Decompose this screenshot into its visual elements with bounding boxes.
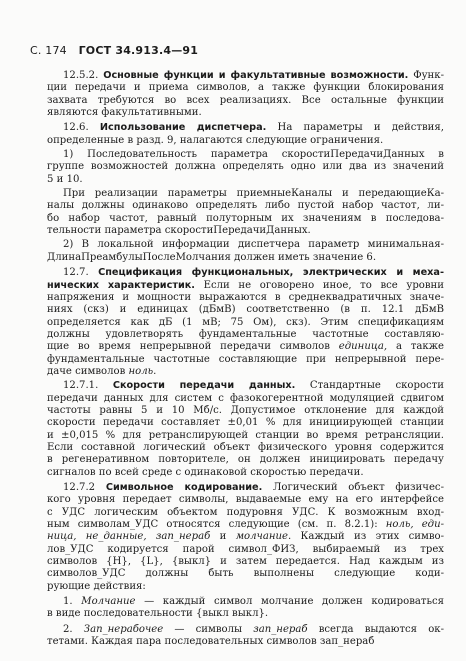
text-line: [47, 329, 444, 341]
text-line: [47, 82, 444, 94]
text-line: [47, 280, 444, 292]
paragraph: [47, 70, 444, 119]
text-run: Если не оговорено иное, то все уровни: [195, 279, 444, 291]
text-line: [47, 636, 444, 648]
text-line: [47, 213, 444, 225]
text-line: [47, 149, 444, 161]
paragraph: [47, 239, 444, 264]
text-line: [47, 507, 444, 519]
text-run: — каждый символ молчание должен кодироваться: [135, 596, 444, 608]
text-run: с УДС логическим объектом подуровня УДС. К возможным вход-: [47, 506, 444, 518]
text-line: [47, 608, 444, 620]
text-run: скорости передачи составляет ±0,01 % для инициирующей станции: [47, 417, 444, 429]
text-run: в виде последовательности {выкл выкл}.: [47, 608, 269, 620]
text-run: группе возможностей должна определять одно или два из значений: [47, 161, 444, 173]
text-run: ноль.: [128, 365, 157, 377]
text-line: [47, 70, 444, 82]
text-run: тельности параметра скоростиПередачиДанных.: [47, 225, 311, 237]
text-run: Молчание: [81, 596, 136, 608]
text-run: являются факультативными.: [47, 107, 202, 119]
text-run: передачи данных для систем с фазокогерентной модуляцией сдвигом: [47, 392, 444, 404]
text-run: Основные функции и факультативные возможности.: [103, 70, 409, 81]
text-line: [47, 494, 444, 506]
text-run: Если составной логический объект физического уровня содержится: [47, 441, 444, 453]
text-run: и ±0,015 % для ретранслирующей станции во время ретрансляции.: [47, 429, 444, 441]
text-run: тетами. Каждая пара последовательных символов зап_нераб: [47, 636, 375, 648]
text-line: [47, 161, 444, 173]
text-line: [47, 292, 444, 304]
text-line: [47, 467, 444, 479]
paragraph: [47, 188, 444, 237]
text-run: Стандартные скорости: [295, 380, 444, 392]
text-run: 12.6.: [63, 122, 100, 134]
text-line: [47, 354, 444, 366]
standard-code: ГОСТ 34.913.4—91: [78, 44, 199, 57]
text-run: 1) Последовательность параметра скоростиПередачиДанных в: [63, 149, 444, 161]
text-run: сигналов по всей среде с одинаковой скоростью передачи.: [47, 466, 364, 478]
text-run: 2.: [63, 623, 84, 635]
text-line: [47, 304, 444, 316]
text-line: [47, 556, 444, 568]
text-line: [47, 624, 444, 636]
text-line: [47, 405, 444, 417]
text-line: [47, 581, 444, 593]
paragraph: [47, 624, 444, 649]
text-run: Скорости передачи данных.: [112, 380, 296, 392]
text-line: [47, 188, 444, 200]
text-line: [47, 442, 444, 454]
text-run: всегда выдаются ок-: [307, 623, 444, 635]
text-run: 1.: [63, 596, 82, 608]
text-run: 12.7.: [63, 267, 99, 279]
text-run: нических характеристик.: [47, 279, 195, 291]
text-line: [47, 200, 444, 212]
text-run: Логический объект физичес-: [262, 482, 444, 493]
text-run: 5 и 10.: [47, 173, 83, 185]
paragraph: [47, 122, 444, 147]
text-run: ции передачи и приема символов, а также функции блокирования: [47, 82, 444, 94]
text-run: зап_нераб: [253, 623, 308, 635]
text-run: рующие действия:: [47, 580, 146, 592]
text-run: ДлинаПреамбулыПослеМолчания должен иметь значение 6.: [47, 251, 377, 263]
text-line: [47, 135, 444, 147]
text-line: [47, 366, 444, 378]
text-run: кого уровня передает символы, выдаваемые ему на его интерфейсе: [47, 494, 444, 506]
text-line: [47, 417, 444, 429]
text-run: 12.7.1.: [63, 380, 113, 392]
text-run: даче символов: [47, 365, 129, 377]
text-run: Символьное кодирование.: [105, 482, 263, 493]
text-run: Каждый из этих симво-: [291, 531, 444, 543]
document-body: [47, 70, 444, 648]
text-run: должны удовлетворять фундаментальные частотные составляю-: [47, 328, 444, 340]
text-run: единица,: [338, 341, 388, 353]
text-run: молчание.: [235, 531, 292, 543]
text-run: щие во время непрерывной передачи символов: [47, 341, 339, 353]
text-line: [47, 341, 444, 353]
text-run: Функ-: [408, 70, 444, 81]
text-run: символов_УДС должны быть выполнены следующие коди-: [47, 568, 444, 580]
text-run: Использование диспетчера.: [99, 122, 267, 134]
paragraph: [47, 149, 444, 186]
text-line: [47, 393, 444, 405]
text-run: фундаментальные частотные составляющие при непрерывной пере-: [47, 353, 444, 365]
text-line: [47, 544, 444, 556]
text-run: ноль, еди-: [385, 519, 444, 531]
text-run: напряжения и мощности выражаются в среднеквадратичных значе-: [47, 291, 444, 303]
text-run: определяется как дБ (1 мВ; 75 Ом), скз). Этим спецификациям: [47, 316, 444, 328]
text-run: Спецификация функциональных, электрических и меха-: [98, 267, 444, 279]
paragraph: [47, 482, 444, 593]
text-line: [47, 519, 444, 531]
page-header: [30, 45, 198, 57]
text-run: При реализации параметры приемныеКаналы и передающиеКа-: [63, 188, 444, 200]
text-run: ница, не_данные, зап_нераб: [47, 531, 211, 543]
text-line: [47, 568, 444, 580]
text-run: бо набор частот, равный полуторным их значениям в последова-: [47, 212, 444, 224]
text-run: — символы: [163, 623, 254, 635]
text-line: [47, 252, 444, 264]
text-run: и: [210, 531, 236, 543]
text-line: [47, 239, 444, 251]
text-run: частоты равны 5 и 10 Мб/с. Допустимое отклонение для каждой: [47, 404, 444, 416]
text-run: ниях (скз) и единицах (дБмВ) соответственно (в п. 12.1 дБмВ: [47, 304, 444, 316]
text-run: лов_УДС кодируется парой символ_ФИЗ, выбираемый из трех: [47, 543, 444, 555]
text-line: [47, 531, 444, 543]
text-line: [47, 596, 444, 608]
text-run: в регенеративном повторителе, он должен инициировать передачу: [47, 454, 444, 466]
text-line: [47, 380, 444, 392]
paragraph: [47, 380, 444, 479]
text-run: налы должны одинаково определять либо пустой набор частот, ли-: [47, 200, 444, 212]
text-line: [47, 482, 444, 494]
text-line: [47, 317, 444, 329]
text-run: 12.7.2: [63, 482, 106, 493]
text-line: [47, 267, 444, 279]
text-run: символов {Н}, {L}, {выкл} и затем передается. Над каждым из: [47, 556, 444, 568]
text-line: [47, 107, 444, 119]
paragraph: [47, 596, 444, 621]
text-run: На параметры и действия,: [266, 122, 444, 134]
text-run: ным символам_УДС относятся следующие (см. п. 8.2.1):: [47, 519, 386, 531]
text-line: [47, 174, 444, 186]
text-line: [47, 122, 444, 134]
paragraph: [47, 267, 444, 378]
text-run: Зап_нерабочее: [83, 623, 164, 635]
text-line: [47, 430, 444, 442]
text-run: а также: [387, 341, 444, 353]
text-line: [47, 454, 444, 466]
text-run: 12.5.2.: [63, 70, 104, 81]
text-run: захвата требуются во всех реализациях. Все остальные функции: [47, 94, 444, 106]
text-line: [47, 225, 444, 237]
page-number: С. 174: [30, 44, 67, 57]
text-run: определенные в разд. 9, налагаются следующие ограничения.: [47, 134, 384, 146]
text-line: [47, 95, 444, 107]
text-run: 2) В локальной информации диспетчера параметр минимальная-: [63, 239, 444, 251]
